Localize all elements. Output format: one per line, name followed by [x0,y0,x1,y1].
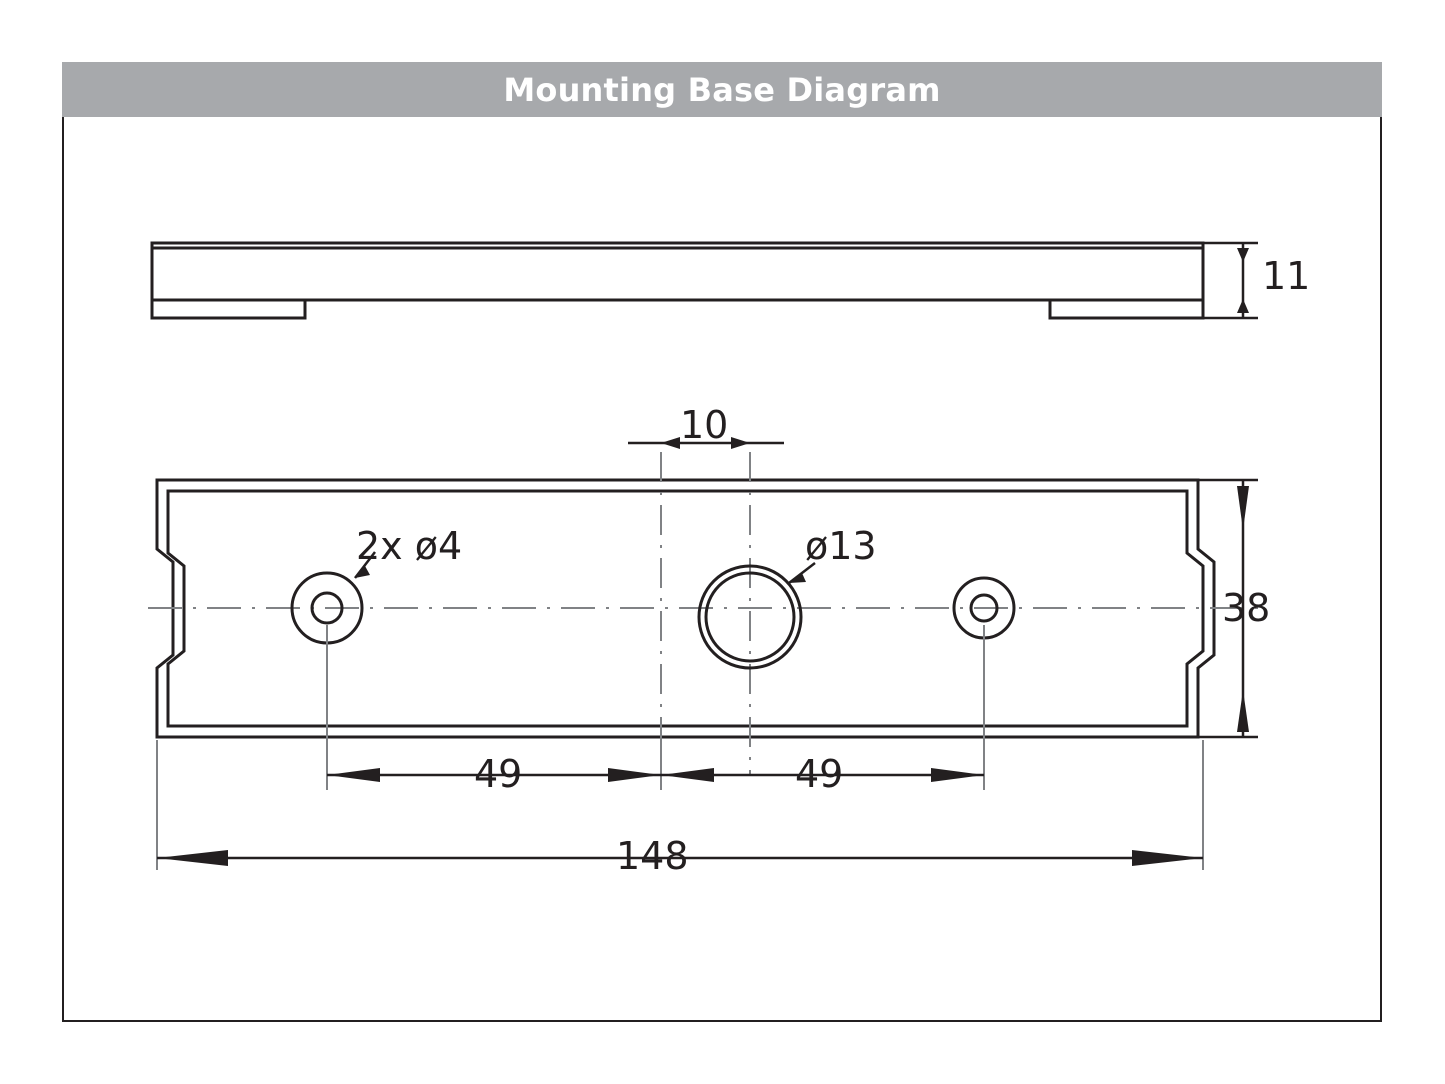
dim-label-overall-width-148: 148 [616,834,689,878]
dim-label-spacing-right: 49 [795,752,844,796]
dim-label-height-11: 11 [1262,254,1311,298]
page-title: Mounting Base Diagram [503,70,941,109]
dim-label-spacing-left: 49 [474,752,523,796]
dim-49-extensions [327,625,984,790]
dim-height-11 [1203,243,1258,318]
side-elevation [152,243,1203,318]
dim-label-offset-10: 10 [680,403,729,447]
dim-label-large-hole: ø13 [805,524,877,568]
dim-label-small-holes: 2x ø4 [356,524,463,568]
dim-label-overall-height-38: 38 [1222,586,1271,630]
